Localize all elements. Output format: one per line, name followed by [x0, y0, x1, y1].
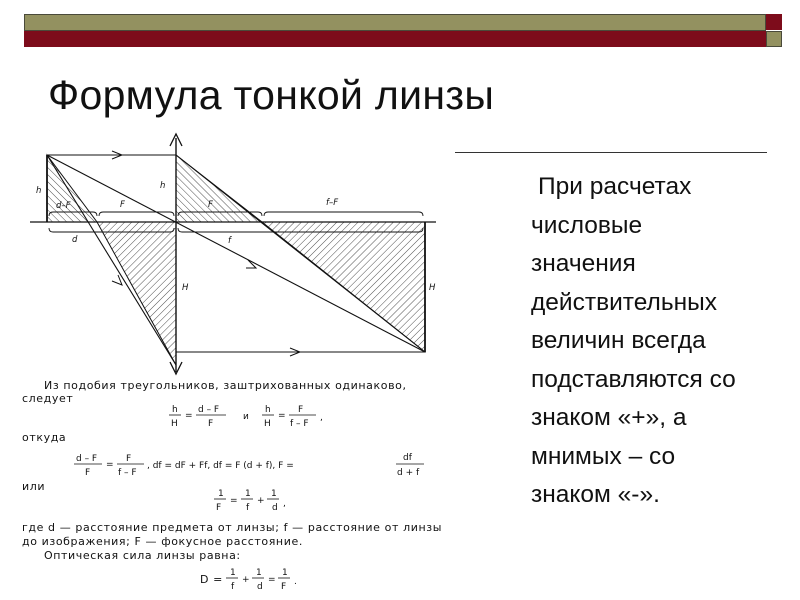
eq4-c-num: 1: [271, 489, 277, 499]
eq4-lhs-num: 1: [218, 489, 224, 499]
eq5-c-num: 1: [282, 568, 288, 578]
body-line: величин всегда: [531, 327, 706, 354]
eq4-comma: ,: [283, 499, 286, 509]
label-H-right: H: [429, 283, 436, 293]
eq5-a-num: 1: [230, 568, 236, 578]
eq3-rest: , df = dF + Ff, df = F (d + f), F =: [147, 461, 294, 471]
hence-word: откуда: [22, 431, 67, 444]
label-h-left: h: [36, 186, 42, 196]
body-line: значения: [531, 250, 636, 277]
or-word: или: [22, 480, 46, 493]
body-line: знаком «+», а: [531, 404, 687, 431]
svg-text:=: =: [106, 460, 114, 470]
label-F-left: F: [120, 200, 125, 210]
body-line: числовые: [531, 211, 643, 239]
eq1-rhs-den: F: [208, 419, 214, 429]
ray-arrow: [112, 275, 122, 285]
body-line: мнимых – со: [531, 442, 676, 470]
eq3-a-den: F: [85, 468, 91, 478]
derivation-text: [22, 379, 442, 592]
eq4-b-den: f: [246, 503, 250, 513]
svg-text:=: =: [185, 411, 193, 421]
equation-1: [169, 405, 249, 429]
eq3-b-num: F: [126, 454, 132, 464]
eq3-c-num: df: [403, 453, 412, 463]
eq2-lhs-num: h: [265, 405, 271, 415]
eq3-b-den: f – F: [118, 468, 137, 478]
slide-title: Формула тонкой линзы: [48, 72, 495, 118]
eq4-c-den: d: [272, 503, 278, 513]
eq5-lhs: D =: [200, 573, 223, 586]
svg-text:=: =: [278, 411, 286, 421]
label-f: f: [228, 236, 231, 246]
hatched-triangle-left-lower: [97, 222, 176, 365]
eq2-rhs-den: f – F: [290, 419, 309, 429]
body-line: знаком «-».: [531, 481, 660, 508]
eq5-a-den: f: [231, 582, 235, 592]
where-line-2: до изображения; F — фокусное расстояние.: [22, 535, 303, 548]
eq5-c-den: F: [281, 582, 287, 592]
eq2-comma: ,: [320, 413, 323, 423]
intro-line-1: Из подобия треугольников, заштрихованных одинаково,: [44, 379, 407, 392]
body-line: действительных: [531, 288, 717, 316]
eq2-lhs-den: H: [264, 419, 271, 429]
equation-5: [200, 568, 297, 592]
eq2-rhs-num: F: [298, 405, 304, 415]
eq4-lhs-den: F: [216, 503, 222, 513]
body-line: При расчетах: [538, 173, 692, 200]
equation-4: [214, 489, 286, 513]
eq1-lhs-num: h: [172, 405, 178, 415]
equation-2: [262, 405, 323, 429]
intro-line-2: следует: [22, 392, 74, 405]
brace-f-minus-F: [264, 212, 423, 216]
label-h-center: h: [160, 181, 166, 191]
eq4-b-num: 1: [245, 489, 251, 499]
eq1-and: и: [243, 412, 249, 422]
eq3-c-den: d + f: [397, 468, 420, 478]
eq5-end: .: [294, 577, 297, 587]
label-d-minus-F: d–F: [56, 201, 71, 211]
eq1-lhs-den: H: [171, 419, 178, 429]
eq5-plus: +: [242, 575, 250, 585]
eq5-b-num: 1: [256, 568, 262, 578]
where-line-1: где d — расстояние предмета от линзы; f — расстояние от линзы: [22, 521, 442, 534]
equation-3: [74, 453, 424, 478]
label-d: d: [72, 235, 78, 245]
ray-diagram: [30, 134, 436, 374]
eq1-rhs-num: d – F: [198, 405, 220, 415]
eq4-eq: =: [230, 496, 238, 506]
label-F-right: F: [208, 200, 213, 210]
eq4-plus: +: [257, 496, 265, 506]
eq3-a-num: d – F: [76, 454, 98, 464]
label-f-minus-F: f–F: [326, 198, 339, 208]
label-H-center: H: [182, 283, 189, 293]
eq5-eq: =: [268, 575, 276, 585]
power-line: Оптическая сила линзы равна:: [44, 549, 241, 562]
eq5-b-den: d: [257, 582, 263, 592]
body-line: подставляются со: [531, 365, 736, 393]
